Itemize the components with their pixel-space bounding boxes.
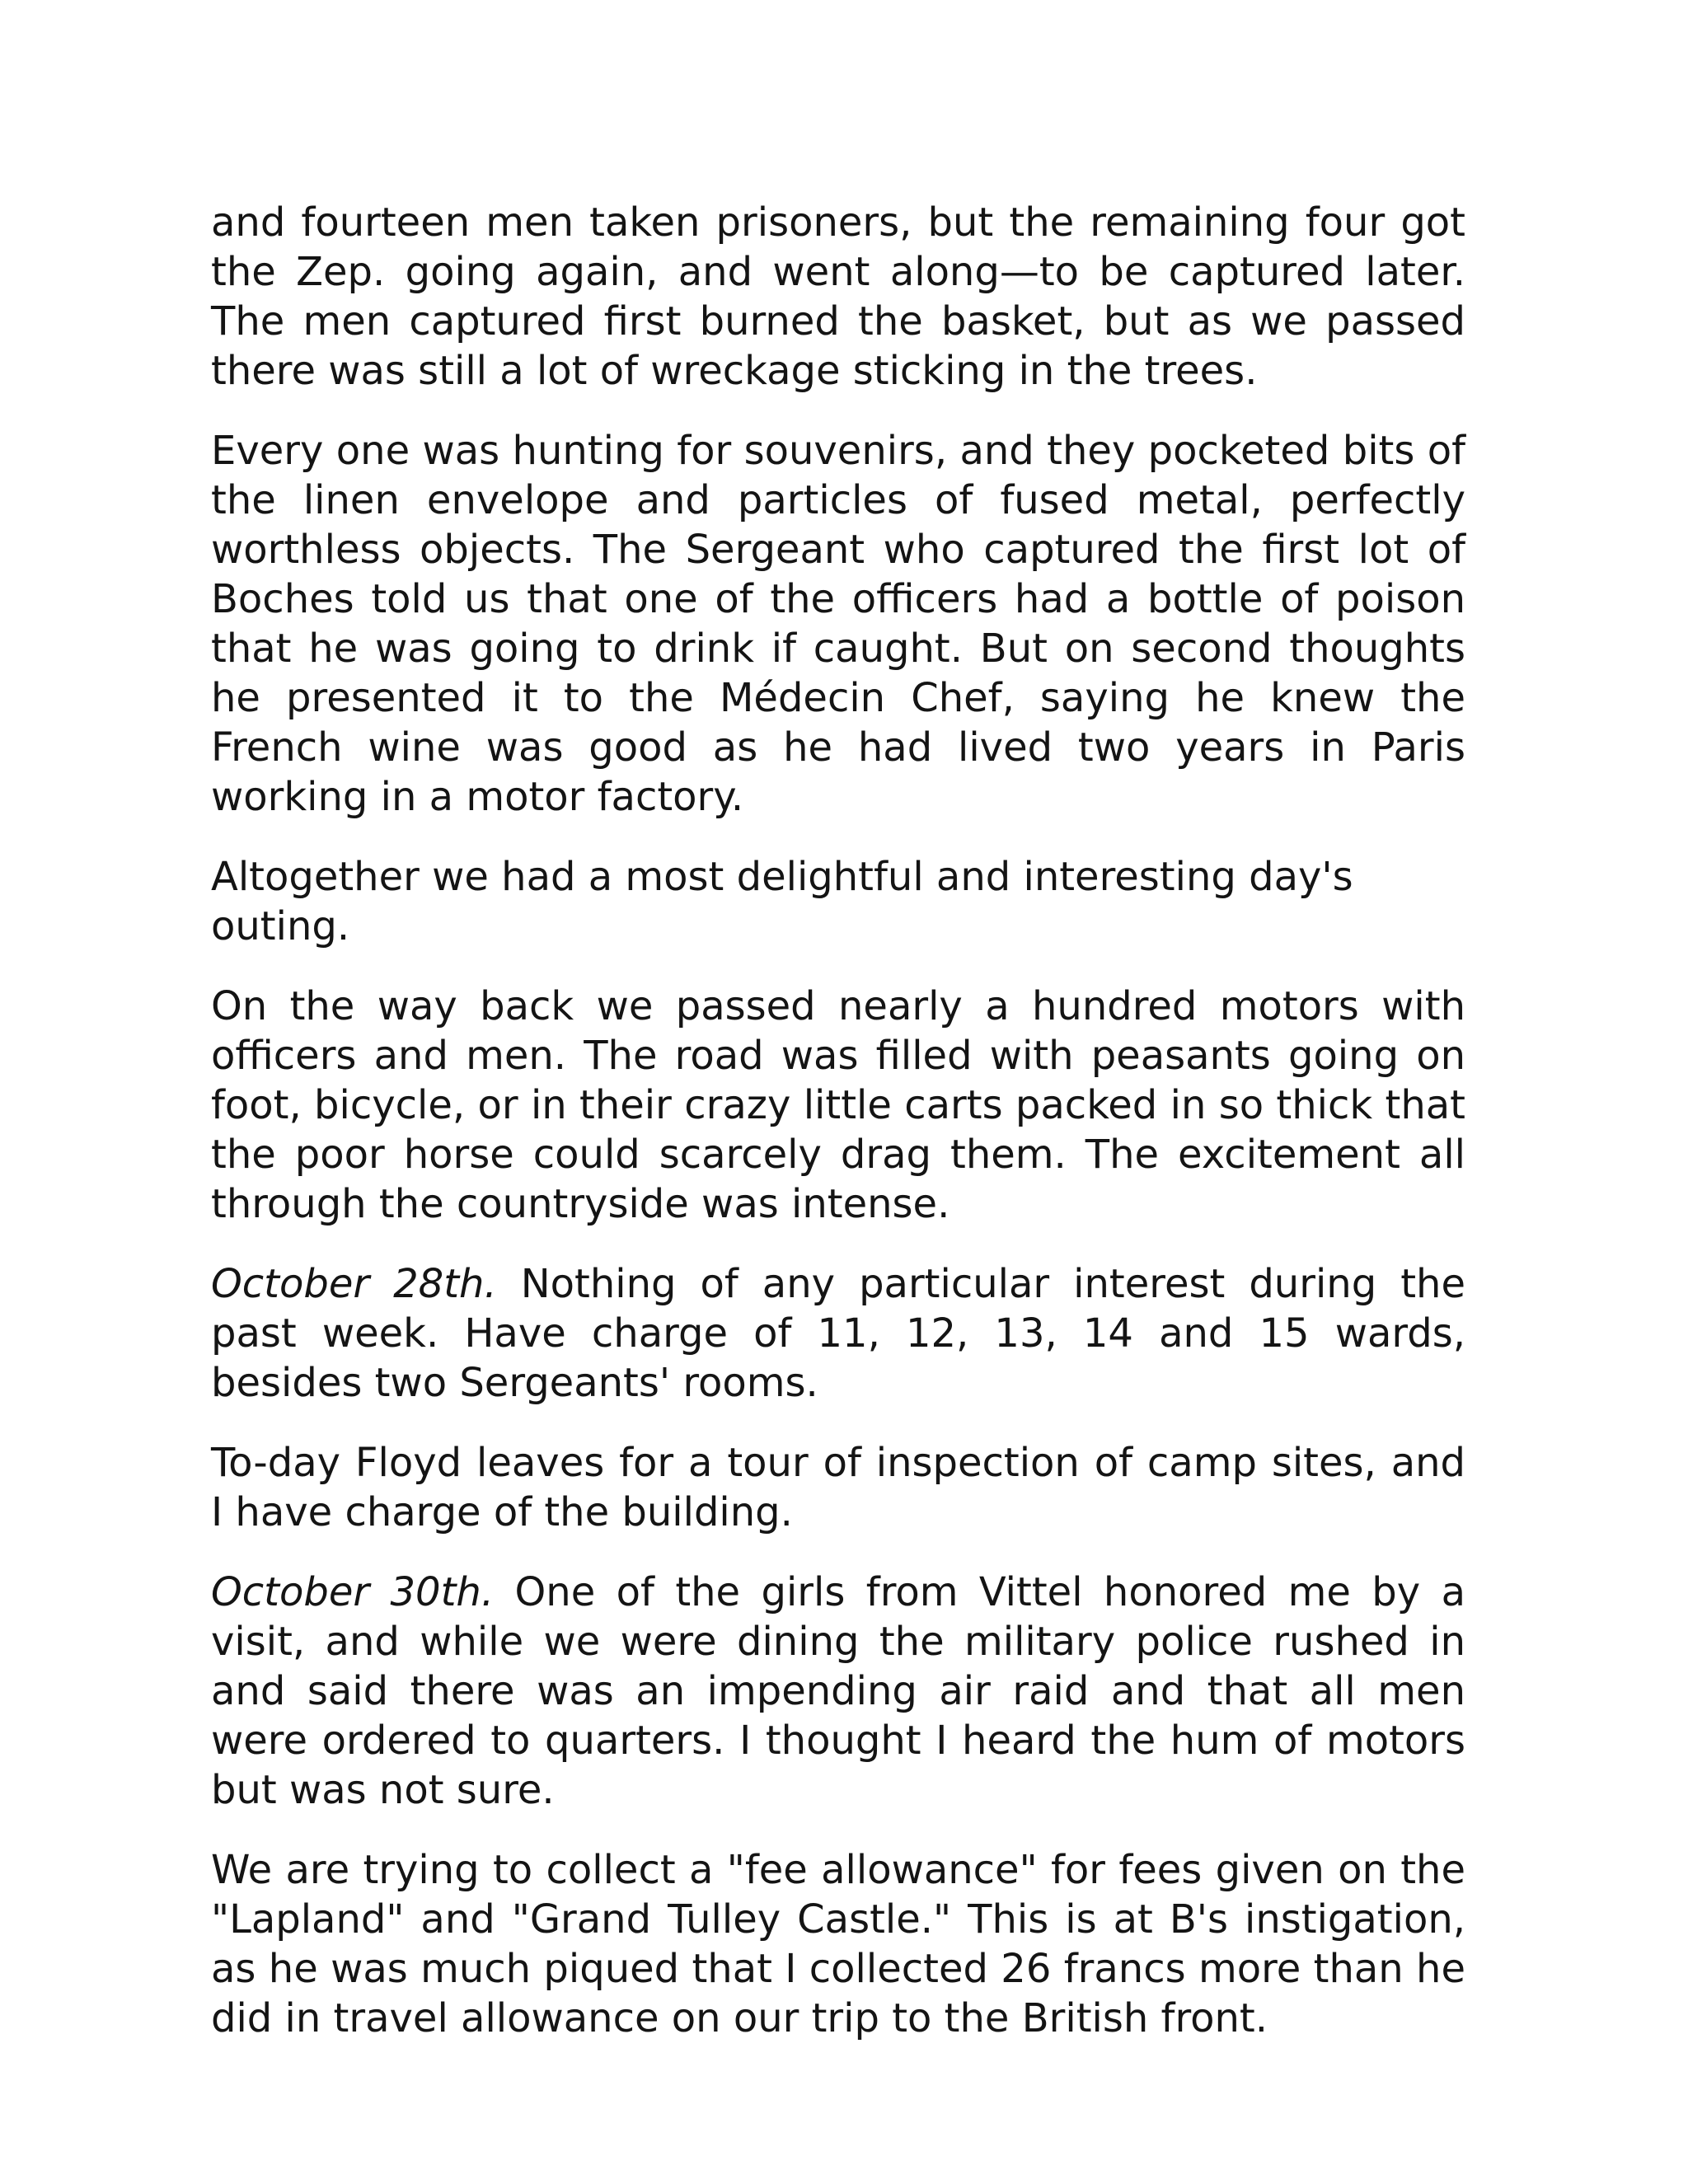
paragraph-october-30 (211, 1568, 1465, 1815)
paragraph-fee-allowance (211, 1845, 1465, 2043)
entry-date: October 28th. (211, 1261, 497, 1307)
entry-date: October 30th. (211, 1569, 495, 1615)
document-page (211, 198, 1465, 2074)
paragraph-text: Every one was hunting for souvenirs, and they pocketed bits of the linen envelope and particles of fused metal, perfectly worthless objects. The Sergeant who captured the first lot of Boches told us that one of the officers had a bottle of poison that he was going to drink if caught. But on second thoughts he presented it to the Médecin Chef, saying he knew the French wine was good as he had lived two years in Paris working in a motor factory. (211, 428, 1465, 820)
paragraph-text: To-day Floyd leaves for a tour of inspection of camp sites, and I have charge of the building. (211, 1440, 1465, 1535)
paragraph-october-28 (211, 1259, 1465, 1408)
paragraph-text: Nothing of any particular interest during the past week. Have charge of 11, 12, 13, 14 and 15 wards, besides two Sergeants' rooms. (211, 1261, 1465, 1406)
paragraph-zeppelin-crew (211, 198, 1465, 396)
paragraph-text: On the way back we passed nearly a hundred motors with officers and men. The road was filled with peasants going on foot, bicycle, or in their crazy little carts packed in so thick that the poor horse could scarcely drag them. The excitement all through the countryside was intense. (211, 983, 1465, 1227)
paragraph-outing (211, 852, 1465, 951)
paragraph-text: We are trying to collect a "fee allowance" for fees given on the "Lapland" and "Grand Tulley Castle." This is at B's instigation, as he was much piqued that I collected 26 francs more than he did in travel allowance on our trip to the British front. (211, 1847, 1465, 2041)
paragraph-text: Altogether we had a most delightful and interesting day's outing. (211, 854, 1353, 949)
paragraph-floyd (211, 1438, 1465, 1537)
paragraph-text: and fourteen men taken prisoners, but the remaining four got the Zep. going again, and went along—to be captured later. The men captured first burned the basket, but as we passed there was still a lot of wreckage sticking in the trees. (211, 199, 1465, 394)
paragraph-way-back (211, 982, 1465, 1229)
paragraph-text: One of the girls from Vittel honored me by a visit, and while we were dining the military police rushed in and said there was an impending air raid and that all men were ordered to quarters. I thought I heard the hum of motors but was not sure. (211, 1569, 1465, 1813)
paragraph-souvenirs (211, 426, 1465, 822)
